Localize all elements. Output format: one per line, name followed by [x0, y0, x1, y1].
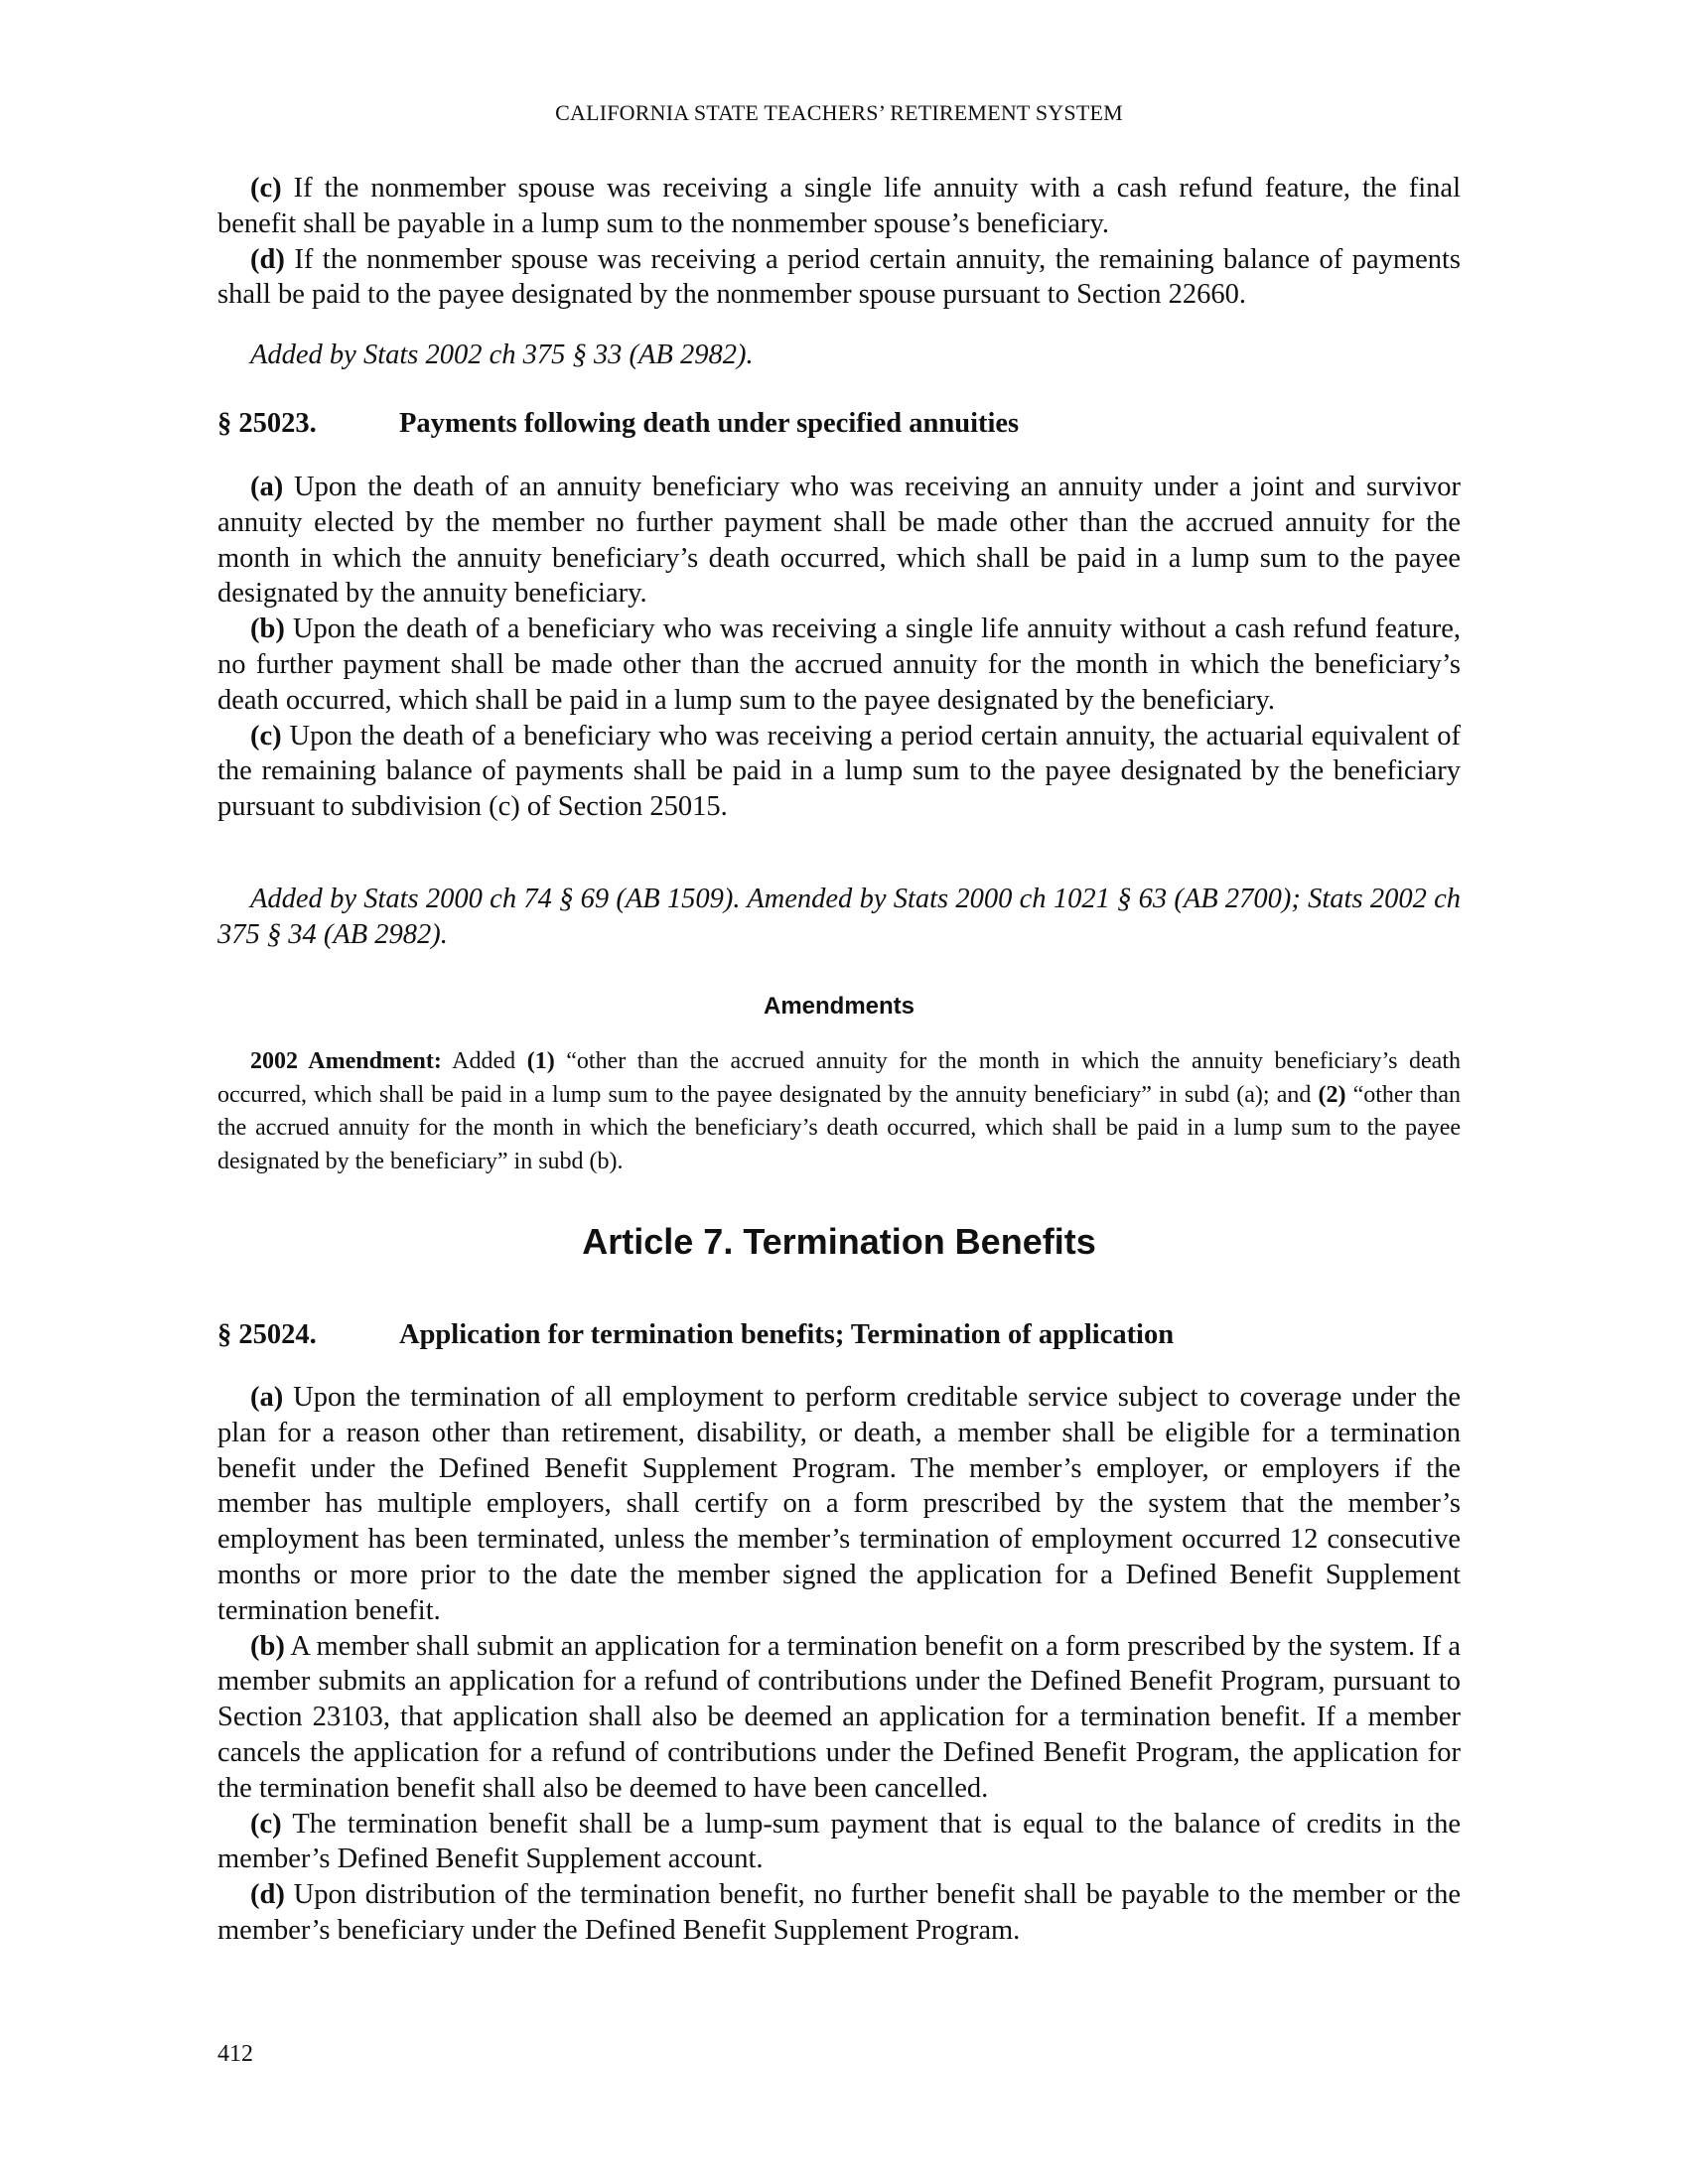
amendment-text — [217, 1045, 1461, 1178]
amendment-item-number: (2) — [1318, 1081, 1346, 1108]
para-label: (b) — [250, 1630, 285, 1662]
section-25023-body — [217, 470, 1461, 825]
paragraph-a — [217, 1380, 1461, 1629]
para-text: Upon the death of a beneficiary who was receiving a period certain annuity, the actuarial equivalent of the remaining balance of payments shall be paid in a lump sum to the payee designated by the beneficiary pursuant to subdivision (c) of Section 25015. — [217, 720, 1461, 823]
para-text: Upon the death of an annuity beneficiary who was receiving an annuity under a joint and survivor annuity elected by the member no further payment shall be made other than the accrued annuity for the month in which the annuity beneficiary’s death occurred, which shall be paid in a lump sum to the payee designated by the annuity beneficiary. — [217, 472, 1461, 610]
paragraph-c — [217, 1807, 1461, 1878]
para-text: Upon the death of a beneficiary who was receiving a single life annuity without a cash refund feature, no further payment shall be made other than the accrued annuity for the month in which the beneficiary’s death occurred, which shall be paid in a lump sum to the payee designated by the beneficiary. — [217, 614, 1461, 716]
paragraph-d — [217, 1877, 1461, 1949]
article-title: Article 7. Termination Benefits — [582, 1221, 1096, 1262]
section-title: Application for termination benefits; Termination of application — [399, 1319, 1175, 1350]
amendment-note — [217, 1045, 1461, 1178]
history-text: Added by Stats 2002 ch 375 § 33 (AB 2982). — [250, 340, 754, 370]
para-label: (c) — [250, 720, 282, 751]
amendment-item-number: (1) — [526, 1048, 555, 1074]
amendment-segment: “other than the accrued annuity for the month in which the annuity beneficiary’s death occurred, which shall be paid in a lump sum to the payee designated by the annuity beneficiary” in subd (a); and — [217, 1048, 1462, 1108]
section-number: § 25023. — [217, 408, 317, 439]
para-label: (c) — [250, 173, 282, 204]
para-label: (c) — [250, 1808, 282, 1840]
history-note — [217, 882, 1461, 953]
paragraph-b — [217, 612, 1461, 718]
paragraph-a — [217, 470, 1461, 612]
para-text: Upon distribution of the termination benefit, no further benefit shall be payable to the member or the member’s beneficiary under the Defined Benefit Supplement Program. — [217, 1879, 1461, 1946]
page-number: 412 — [217, 2041, 253, 2067]
amendment-segment: Added — [441, 1048, 527, 1074]
paragraph-c — [217, 171, 1461, 242]
para-label: (b) — [250, 614, 285, 645]
amendment-segment: “other than the accrued annuity for the month in which the beneficiary’s death occurred, which shall be paid in a lump sum to the payee designated by the beneficiary” in subd (b). — [217, 1081, 1461, 1174]
amendments-heading: Amendments — [763, 993, 915, 1020]
para-text: Upon the termination of all employment to perform creditable service subject to coverage under the plan for a reason other than retirement, disability, or death, a member shall be eligible for a termination benefit under the Defined Benefit Supplement Program. The member’s employer, or employers if the member has multiple employers, shall certify on a form prescribed by the system that the member’s employment has been terminated, unless the member’s termination of employment occurred 12 consecutive months or more prior to the date the member signed the application for a Defined Benefit Supplement termination benefit. — [217, 1382, 1461, 1626]
para-text: A member shall submit an application for a termination benefit on a form prescribed by the system. If a member submits an application for a refund of contributions under the Defined Benefit Program, pursuant to Section 23103, that application shall also be deemed an application for a termination benefit. If a member cancels the application for a refund of contributions under the Defined Benefit Program, the application for the termination benefit shall also be deemed to have been cancelled. — [217, 1630, 1461, 1804]
para-text: If the nonmember spouse was receiving a single life annuity with a cash refund feature, the final benefit shall be payable in a lump sum to the nonmember spouse’s beneficiary. — [217, 173, 1461, 239]
para-text: If the nonmember spouse was receiving a period certain annuity, the remaining balance of payments shall be paid to the payee designated by the nonmember spouse pursuant to Section 22660. — [217, 243, 1461, 311]
history-text: Added by Stats 2000 ch 74 § 69 (AB 1509). Amended by Stats 2000 ch 1021 § 63 (AB 2700); Stats 2002 ch 375 § 34 (AB 2982). — [217, 884, 1461, 950]
section-heading-25024 — [217, 1317, 1461, 1353]
section-25024-body — [217, 1380, 1461, 1949]
running-head: CALIFORNIA STATE TEACHERS’ RETIREMENT SYSTEM — [555, 100, 1123, 125]
para-label: (d) — [250, 1879, 285, 1911]
section-title: Payments following death under specified annuities — [399, 408, 1020, 439]
para-label: (a) — [250, 472, 284, 502]
paragraph-c — [217, 719, 1461, 825]
para-text: The termination benefit shall be a lump-sum payment that is equal to the balance of credits in the member’s Defined Benefit Supplement account. — [217, 1808, 1461, 1875]
paragraph-b — [217, 1629, 1461, 1807]
para-label: (a) — [250, 1382, 284, 1413]
section-heading-25023 — [217, 406, 1461, 442]
section-number: § 25024. — [217, 1319, 317, 1350]
intro-paragraphs — [217, 171, 1461, 313]
amendment-label: 2002 Amendment: — [250, 1048, 442, 1074]
para-label: (d) — [250, 243, 285, 275]
history-note — [217, 338, 1461, 373]
paragraph-d — [217, 242, 1461, 314]
